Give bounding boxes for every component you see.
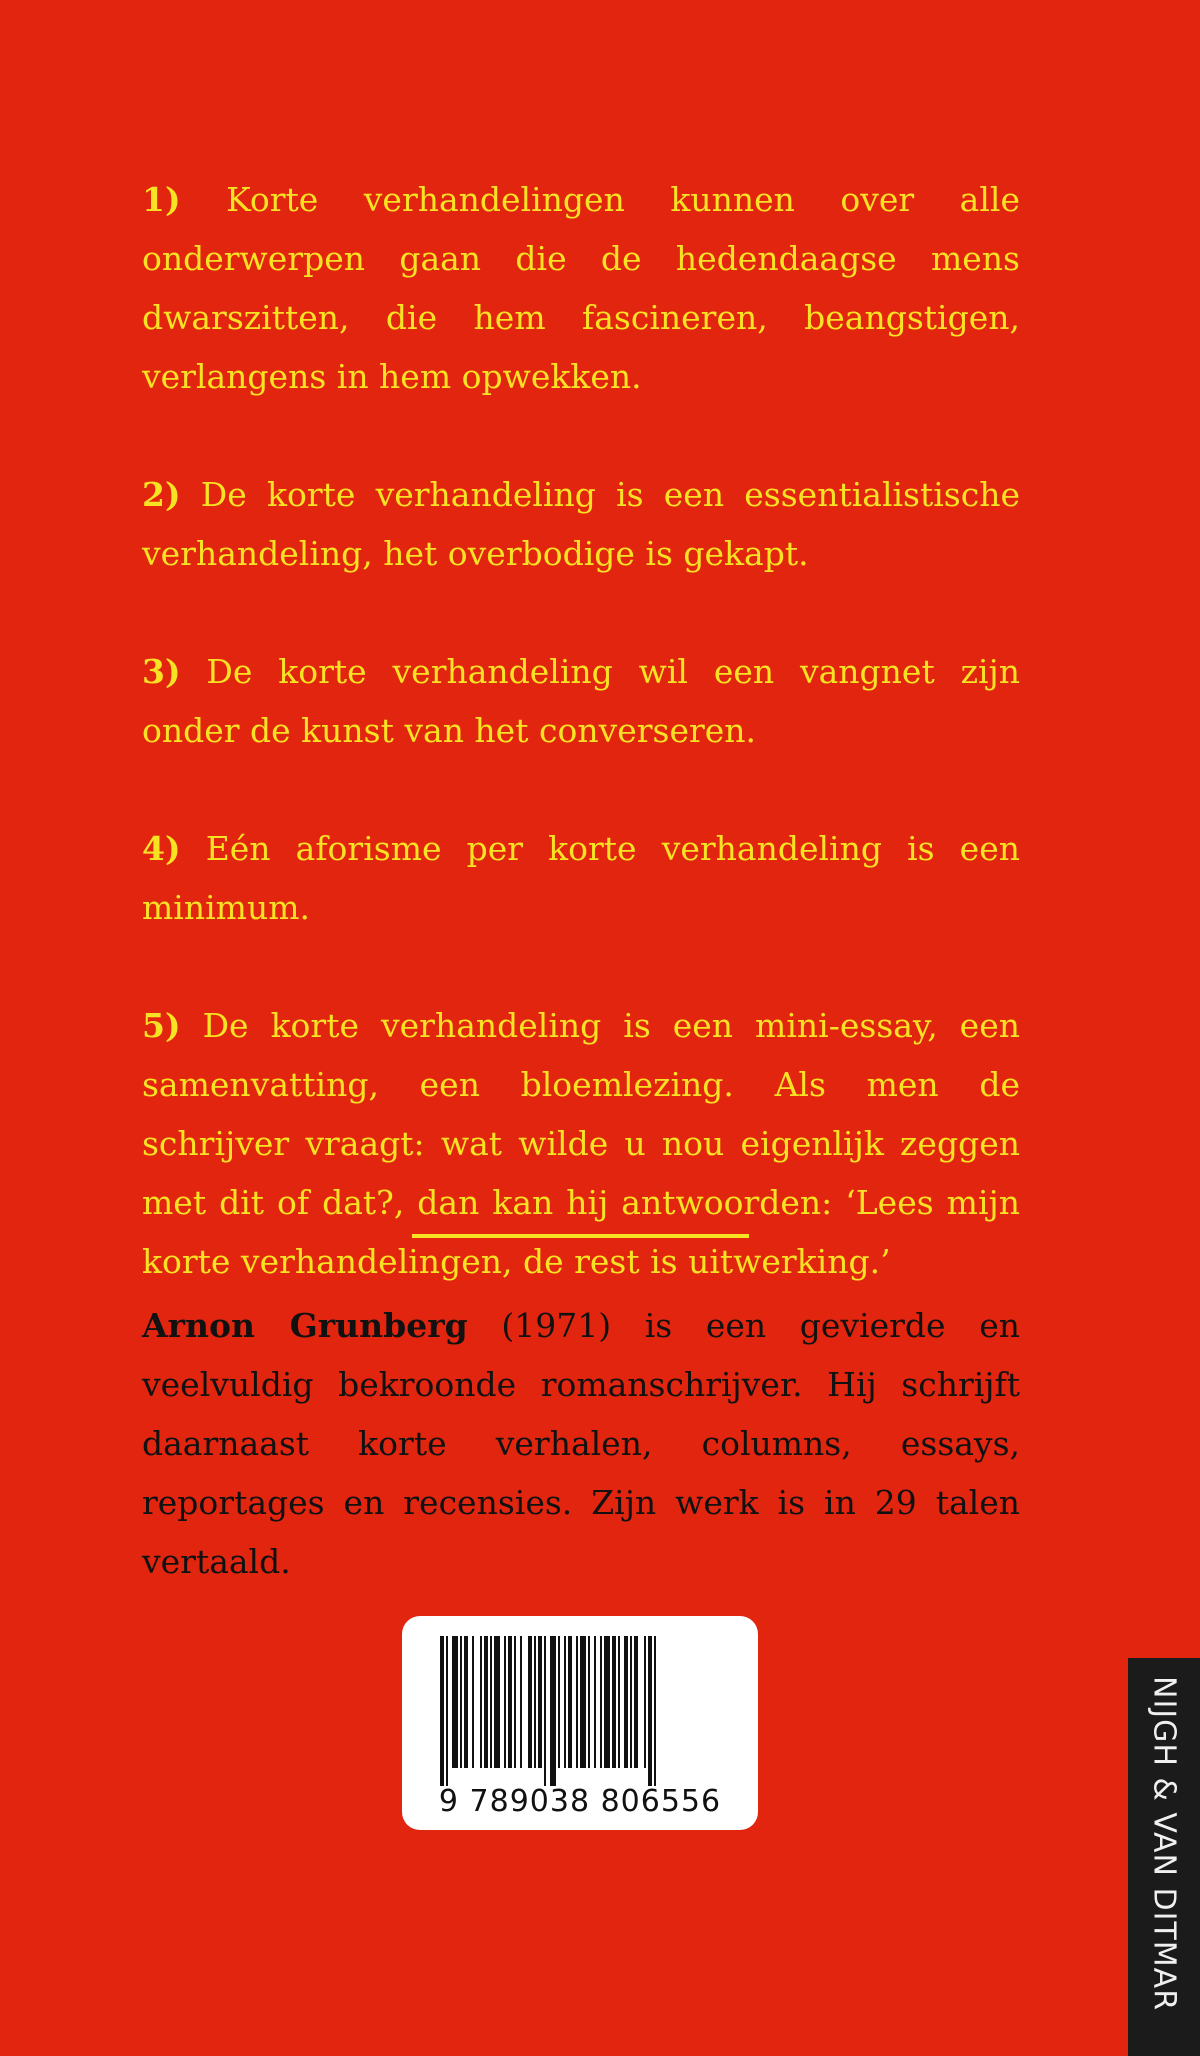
rule-number: 5) [142, 1006, 181, 1045]
divider [412, 1234, 749, 1238]
barcode-bar [480, 1636, 482, 1768]
barcode-bar [558, 1636, 560, 1768]
barcode-bar [544, 1636, 546, 1786]
barcode-bar [604, 1636, 610, 1768]
barcode-bar [634, 1636, 638, 1768]
rule-text: Eén aforisme per korte verhandeling is een minimum. [142, 829, 1020, 927]
barcode-bar [494, 1636, 500, 1768]
rule-text: De korte verhandeling is een essentialistische verhandeling, het overbodige is gekapt. [142, 475, 1020, 573]
barcode-bar [446, 1636, 448, 1786]
barcode-bar [464, 1636, 468, 1768]
barcode-bar [600, 1636, 602, 1768]
bio-text: (1971) is een gevierde en veelvuldig bekroonde romanschrijver. Hij schrijft daarnaast korte verhalen, columns, essays, reportages en recensies. Zijn werk is in 29 talen vertaald. [142, 1306, 1020, 1581]
barcode-bar [508, 1636, 512, 1768]
barcode-bar [648, 1636, 652, 1786]
barcode-bar [630, 1636, 632, 1768]
barcode [402, 1616, 758, 1830]
isbn-number: 9 789038 806556 [438, 1784, 722, 1819]
barcode-bar [568, 1636, 572, 1768]
rule-text: Korte verhandelingen kunnen over alle onderwerpen gaan die de hedendaagse mens dwarszitten, die hem fascineren, beangstigen, verlangens in hem opwekken. [142, 180, 1020, 396]
barcode-bar [534, 1636, 536, 1768]
barcode-bar [490, 1636, 492, 1768]
barcode-bar [618, 1636, 620, 1768]
rule-4 [142, 819, 1020, 937]
rule-3 [142, 642, 1020, 760]
barcode-bar [644, 1636, 646, 1768]
author-bio [142, 1296, 1020, 1591]
rule-number: 2) [142, 475, 181, 514]
rule-text: De korte verhandeling wil een vangnet zijn onder de kunst van het converseren. [142, 652, 1020, 750]
barcode-bar [550, 1636, 556, 1786]
rule-5 [142, 996, 1020, 1291]
barcode-bar [484, 1636, 488, 1768]
barcode-bar [514, 1636, 516, 1768]
barcode-bar [538, 1636, 542, 1768]
barcode-bar [594, 1636, 596, 1768]
barcode-bar [654, 1636, 656, 1786]
barcode-bar [564, 1636, 566, 1768]
barcode-bar [576, 1636, 578, 1768]
barcode-bar [580, 1636, 586, 1768]
rule-number: 4) [142, 829, 181, 868]
publisher-tab [1128, 1658, 1200, 2056]
rule-1 [142, 170, 1020, 406]
publisher-name: NIJGH & VAN DITMAR [1146, 1676, 1182, 2012]
barcode-bars [440, 1636, 720, 1786]
rules-list [142, 170, 1020, 1350]
barcode-bar [452, 1636, 458, 1768]
rule-number: 3) [142, 652, 181, 691]
barcode-bar [520, 1636, 522, 1768]
author-name: Arnon Grunberg [142, 1306, 468, 1345]
barcode-bar [472, 1636, 474, 1768]
barcode-bar [460, 1636, 462, 1768]
barcode-bar [624, 1636, 628, 1768]
rule-text: De korte verhandeling is een mini-essay, een samenvatting, een bloemlezing. Als men de schrijver vraagt: wat wilde u nou eigenlijk zeggen met dit of dat?, dan kan hij antwoorden: ‘Lees mijn korte verhandelingen, de rest is uitwerking.’ [142, 1006, 1020, 1281]
barcode-bar [440, 1636, 444, 1786]
barcode-bar [504, 1636, 506, 1768]
barcode-bar [588, 1636, 590, 1768]
barcode-bar [528, 1636, 532, 1768]
rule-number: 1) [142, 180, 181, 219]
barcode-bar [612, 1636, 616, 1768]
rule-2 [142, 465, 1020, 583]
